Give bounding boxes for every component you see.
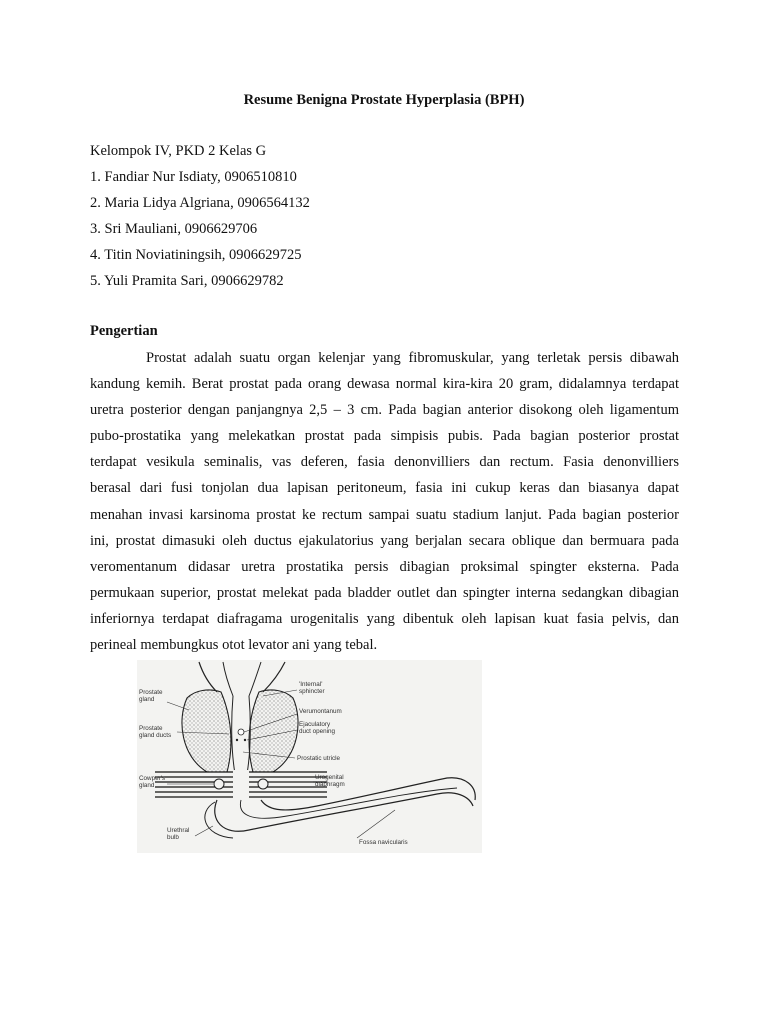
cowpers-gland-left [214, 779, 224, 789]
cowpers-gland-right [258, 779, 268, 789]
bladder-inner-right [249, 662, 261, 696]
label-internal-sphincter: sphincter [299, 688, 325, 695]
member-2: 2. Maria Lidya Algriana, 0906564132 [90, 195, 310, 211]
label-prostate-gland-ducts: gland ducts [139, 732, 172, 739]
prostate-lobe-left [182, 690, 231, 772]
group-line: Kelompok IV, PKD 2 Kelas G [90, 143, 267, 159]
label-ejaculatory-duct-opening: Ejaculatory [299, 721, 331, 728]
paragraph-line: berasal dari fusi tonjolan dua lapisan peritoneum, fasia ini cukup keras dan biasanya dapat [90, 480, 679, 497]
urethral-gap [233, 770, 249, 800]
paragraph-line: menahan invasi karsinoma prostat ke rectum sampai suatu stadium lanjut. Pada bagian posterior [90, 506, 679, 523]
member-4: 4. Titin Noviatiningsih, 0906629725 [90, 247, 302, 263]
bladder-wall-left [199, 662, 217, 692]
label-internal-sphincter: 'Internal' [299, 681, 323, 688]
label-ejaculatory-duct-opening: duct opening [299, 728, 336, 735]
duct-opening [244, 739, 246, 741]
body-paragraph [90, 345, 679, 658]
paragraph-line: ini, prostat dimasuki oleh ductus ejakulatorius yang berjalan secara oblique dan bermuara pada [90, 532, 679, 549]
label-urethral-bulb: bulb [167, 834, 179, 841]
urethra-left-wall [232, 696, 235, 774]
duct-opening [236, 739, 238, 741]
label-cowpers-gland: Cowper's [139, 775, 166, 782]
label-fossa-navicularis: Fossa navicularis [359, 839, 408, 846]
urethra-outer-lower [215, 793, 473, 832]
label-prostatic-utricle: Prostatic utricle [297, 755, 341, 762]
section-heading: Pengertian [90, 323, 158, 339]
label-urogenital-diaphragm: Urogenital [315, 774, 344, 781]
paragraph-line: veromentanum didasar uretra prostatika persis dibagian proksimal spingter eksterna. Pada [90, 558, 679, 575]
urethral-bulb-outline [205, 802, 233, 838]
member-1: 1. Fandiar Nur Isdiaty, 0906510810 [90, 169, 297, 185]
member-5: 5. Yuli Pramita Sari, 0906629782 [90, 273, 284, 289]
label-prostate-gland-ducts: Prostate [139, 725, 163, 732]
paragraph-line: permukaan superior, prostat melekat pada bladder outlet dan spingter interna sedangkan dibagian [90, 584, 679, 601]
member-3: 3. Sri Mauliani, 0906629706 [90, 221, 258, 237]
label-urethral-bulb: Urethral [167, 827, 190, 834]
paragraph-line: perineal membungkus otot levator ani yang tebal. [90, 637, 378, 654]
paragraph-line: pubo-prostatika yang melekatkan prostat pada simpisis pubis. Pada bagian posterior prostat [90, 428, 679, 445]
paragraph-line: uretra posterior dengan panjangnya 2,5 – 3 cm. Pada bagian anterior disokong oleh ligamentum [90, 402, 679, 419]
bladder-wall-right [263, 662, 285, 692]
label-verumontanum: Verumontanum [299, 708, 342, 715]
paragraph-line: kandung kemih. Berat prostat pada orang dewasa normal kira-kira 20 gram, didalamnya terdapat [90, 376, 679, 393]
label-urogenital-diaphragm: diaphragm [315, 781, 345, 788]
label-prostate-gland: Prostate [139, 689, 163, 696]
label-prostate-gland: gland [139, 696, 155, 703]
prostate-anatomy-figure [137, 660, 482, 853]
paragraph-line: terdapat vesikula seminalis, vas deferen, fasia denonvilliers dan rectum. Fasia denonvilliers [90, 454, 679, 471]
verumontanum [238, 729, 244, 735]
paragraph-line: Prostat adalah suatu organ kelenjar yang fibromuskular, yang terletak persis dibawah [146, 350, 679, 366]
bladder-inner-left [223, 662, 233, 696]
paragraph-line: inferiornya terdapat diafragama urogenitalis yang dibentuk oleh lapisan kuat fasia pelvis, dan [90, 610, 679, 627]
label-cowpers-gland: gland [139, 782, 155, 789]
page-title: Resume Benigna Prostate Hyperplasia (BPH) [243, 92, 525, 108]
